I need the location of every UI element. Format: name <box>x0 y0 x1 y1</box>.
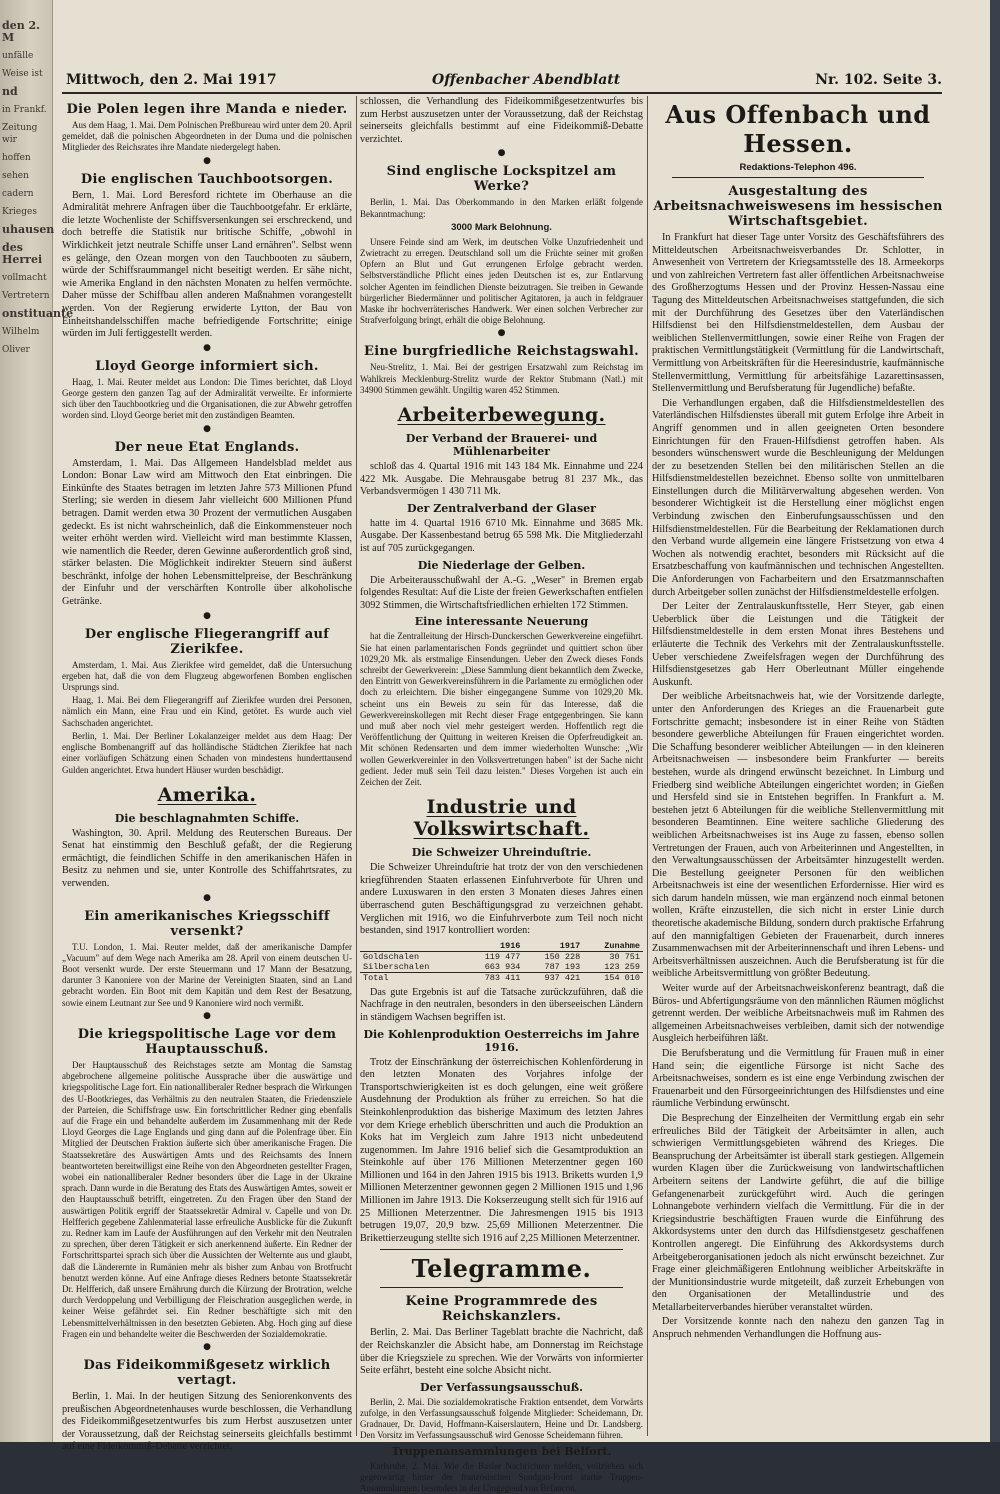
separator-dot: ● <box>497 328 506 339</box>
article-headline: Das Fideikommißgesetz wirklich vertagt. <box>83 1357 331 1388</box>
section-rule <box>380 1249 623 1250</box>
section-headline: Telegramme. <box>411 1254 592 1284</box>
article-body: Berlin, 2. Mai. Das Berliner Tageblatt brachte die Nachricht, daß der Reichskanzler die Absicht habe, am Donnerstag im Reichstage über die Kriegsziele zu sprechen. Wie der Vorwärts von informierter Seite erfährt, besteht eine solche Absicht nicht. <box>360 1327 643 1377</box>
column-divider <box>356 96 357 1436</box>
article-subheadline: Der Verfassungsausschuß. <box>420 1380 583 1394</box>
separator-dot: ● <box>203 1010 211 1021</box>
article-body: In Frankfurt hat dieser Tage unter Vorsitz des Geschäftsführers des Mitteldeutschen Arbeitsnachweisverbandes Dr. Schlotter, in Anwesenheit von Vertretern der Kriegsamtsstelle des 18. Armeekorps und von zahlreichen Vertretern fast aller öffentlichen Arbeitsnachweise des Großherzogtums Hessen und der Provinz Hessen-Nassau eine Tagung des Mitteldeutschen Arbeitsnachweises stattgefunden, die sich mit der Durchführung des Gesetzes über den Vaterländischen Hilfsdienst bei den Hilfsdienstmeldestellen, dem Ausbau der weiblichen Stellenvermittlungen, sowie einer Reihe von Fragen der praktischen Vermittlungstätigkeit (Vermittlung für die Landwirtschaft, Vermittlung von Arbeitskräften für die Heeresindustrie, kaufmännische Stellenvermittlung, Vermittlung für arbeitsfähige Lazarettinsassen, Stellenvermittlung und Berufsberatung für Jugendliche) befaßte. <box>652 232 944 395</box>
adjacent-page-edge <box>0 0 74 1442</box>
article-body: Bern, 1. Mai. Lord Beresford richtete im Oberhause an die Admiralität mehrere Anfragen über die Tauchbootgefahr. Er erklärte, die letzte Wochenliste der Schiffsversenkungen sei erschreckend, und doch betreffe die Statistik nur britische Schiffe, „obwohl in Wirklichkeit jetzt neutrale Schiffe unser Land ernähren". Selbst wenn es gelänge, den Ozean morgen von den Tauchbooten zu säubern, würde der Schiffsraummangel nicht beseitigt werden. Er sähe nicht, wie Amerika England in den nächsten Monaten zu helfen vermöchte. Daher müsse der Schiffbau allen anderen Maßnahmen vorangestellt werden. Von der Regierung erwiderte Lytton, der Bau von Einheitshandelsschiffen mache befriedigende Fortschritte; einige würden im Juli fertiggestellt werden. <box>62 189 352 340</box>
column-divider <box>647 96 648 1436</box>
table-header: 1917 <box>523 941 583 952</box>
article-body: Weiter wurde auf der Arbeitsnachweiskonferenz beantragt, daß die Büros- und Abfertigungsräume von den männlichen Räumen möglichst getrennt werden. Der weibliche Arbeitsnachweis muß im Rahmen des allgemeinen Arbeitsnachweises verbleiben, damit sich der notwendige Ausgleich herbeiführen läßt. <box>652 983 944 1045</box>
separator-dot: ● <box>203 892 211 903</box>
column-1 <box>62 96 352 1453</box>
article-body: Haag, 1. Mai. Bei dem Fliegerangriff auf Zierikfee wurden drei Personen, nämlich ein Mann, eine Frau und ein Kind, getötet. Es wurde auch viel Sachschaden angerichtet. <box>62 695 352 728</box>
article-body: Der Vorsitzende konnte nach den nahezu den ganzen Tag in Anspruch nehmenden Verhandlungen die Hoffnung aus- <box>652 1316 944 1341</box>
section-headline: Industrie und Volkswirtschaft. <box>413 796 590 841</box>
article-body: Haag, 1. Mai. Reuter meldet aus London: Die Times berichtet, daß Lloyd George gestern den ganzen Tag auf der Admiralität verweilte. Er informierte sich über den Tauchbootkrieg und die Organisationen, die zur Abwehr getroffen worden sind. Lloyd George beriet mit den zuständigen Beamten. <box>62 376 352 421</box>
article-headline: Ausgestaltung des Arbeitsnachweiswesens im hessischen Wirtschaftsgebiet. <box>653 184 943 229</box>
article-headline: Der englische Fliegerangriff auf Zierikfee. <box>84 626 330 657</box>
article-subheadline: Die Kohlenproduktion Oesterreichs im Jahre 1916. <box>363 1027 640 1054</box>
article-subheadline: Eine interessante Neuerung <box>414 615 589 629</box>
article-body: Die Verhandlungen ergaben, daß die Hilfsdienstmeldestellen des Vaterländischen Hilfsdienstes überall mit gutem Erfolge ihre Arbeit in Angriff genommen und in allen geeigneten Orten besondere Einrichtungen für den Frauen-Hilfsdienst getroffen haben. Als besonders wünschenswert wurde die Beschleunigung der Meldungen der zu besetzenden Stellen bei den militärischen Stellen an die Hilfsdienstmeldestellen bezeichnet. Ebenso sollte von unmittelbaren Einstellungen durch die Militärverwaltung abgesehen werden. Von besonderer Wichtigkeit ist die Herstellung einer möglichst engen Verbindung zwischen den Einberufungsausschüssen und den Hilfsdienstmeldestellen. Für die Bearbeitung der Reklamationen durch den Verband wurde allgemein eine längere Fristsetzung von etwa 4 Wochen als notwendig erachtet, besonders mit Rücksicht auf die Ersatzbeschaffung von kaufmännischen und technischen Angestellten. Die Anforderungen von Facharbeitern und den Ersatzmannschaften durch Arbeitgeber sollen zunächst der Hilfsdienstmeldestelle erfolgen. <box>652 397 944 598</box>
article-body: Berlin, 1. Mai. Der Berliner Lokalanzeiger meldet aus dem Haag: Der englische Bombenangriff auf das holländische Städtchen Zierikfee hat nach einer vorläufigen Schätzung einen Schaden von mindestens hunderttausend Gulden angerichtet. Etwa hundert Häuser wurden beschädigt. <box>62 730 352 775</box>
reward-notice: 3000 Mark Belohnung. <box>451 221 552 233</box>
adjacent-page-text: den 2. M unfälle Weise ist nd in Frankf. Zeitung wir hoffen sehen cadern Krieges uhausen des Herrei vollmacht Vertretern onstituante Wilhelm Oliver <box>2 19 74 355</box>
article-body: Unsere Feinde sind am Werk, im deutschen Volke Unzufriedenheit und Zwietracht zu erregen. Deutschland soll um die Früchte seiner mit großen Opfern an Blut und Gut errungenen Erfolge gebracht werden. Selbstverständliche Pflicht eines jeden Deutschen ist es, zur Entlarvung solcher Agenten im feindlichen Dienste beizutragen. Sie treiben in Gewande bürgerlicher Biedermänner und politischer Agitatoren, ja auch in feldgrauer Maske ihr hochverräterisches Handwerk. Wer einen solchen Verbrecher zur Strafverfolgung bringt, erhält die obige Belohnung. <box>360 236 643 326</box>
separator-dot: ● <box>203 423 211 434</box>
article-headline: Keine Programmrede des Reichskanzlers. <box>405 1294 598 1325</box>
article-headline: Sind englische Lockspitzel am Werke? <box>386 164 617 195</box>
article-headline: Die englischen Tauchbootsorgen. <box>80 171 334 187</box>
separator-dot: ● <box>203 1341 211 1352</box>
article-body: Amsterdam, 1. Mai. Aus Zierikfee wird gemeldet, daß die Untersuchung ergeben hat, daß die von dem Flugzeug abgeworfenen Bomben englischen Ursprungs sind. <box>62 659 352 693</box>
article-headline: Die kriegspolitische Lage vor dem Hauptausschuß. <box>77 1026 337 1057</box>
article-body: Die Berufsberatung und die Vermittlung für Frauen muß in einer Hand sein; die eigentliche Fürsorge ist nicht Sache des Arbeitsnachweises, sondern es ist eine enge Verbindung zwischen der Frauenarbeit und den Fürsorgeeinrichtungen des Hilfsdienstes und eine räumliche Verbindung erwünscht. <box>652 1048 944 1110</box>
article-headline: Lloyd George informiert sich. <box>95 358 319 374</box>
article-body: hat die Zentralleitung der Hirsch-Dunckerschen Gewerkvereine eingeführt. Sie hat einen parlamentarischen Fonds gegründet und quittiert schon über 1029,20 Mk. als erstmalige Einsendungen. Ueber den Zweck dieses Fonds schreibt der Gewerkverein: „Diese Sammlung dient bekanntlich dem Zwecke, den Eintritt von Gewerkvereinsführern in die Parlamente zu ermöglichen oder doch zu erleichtern. Die bisher eingegangene Summe von 1029,20 Mk. scheint uns ein Beweis zu sein für das Interesse, daß die Gewerkvereinskollegen mit Recht dieser Frage entgegenbringen. Sie kann und muß aber noch viel mehr gesteigert werden. Hoffentlich regt die Veröffentlichung der Quittung in weiteren Kreisen die Opferfreudigkeit an. Mit schönen Redensarten und dem immer wiederholten Wunsche: „Wir wollen Gewerkvereinler in den Volksvertretungen haben" ist der Sache nicht gedient. Jeder muß sein Teil dazu leisten." Dieses Vorgehen ist auch ein Zeichen der Zeit. <box>360 631 643 787</box>
article-body: Die Schweizer Uhreinduſtrie hat trotz der von den verschiedenen kriegführenden Staaten erlassenen Einfuhrverbote für Uhren und andere Luxuswaren in den ersten 3 Monaten dieses Jahres einen überraschend guten Beschäftigungsgrad zu verzeichnen gehabt. Verglichen mit 1916, wo die Einfuhrverbote zum Teil noch nicht bestanden, sind 1917 kontrolliert worden: <box>360 862 643 937</box>
article-body: Amsterdam, 1. Mai. Das Allgemeen Handelsblad meldet aus London: Bonar Law wird am Mittwoch den Etat einbringen. Die Einkünfte des Staates betragen im letzten Jahre 573 Millionen Pfund Sterling; sie werden in diesem Jahr vielleicht 600 Millionen Pfund betragen. Damit werden etwa 30 Prozent der vermutlichen Ausgaben gedeckt. Es ist nicht wahrscheinlich, daß die Einkommensteuer noch weiter erhöht werden wird. Vielleicht wird man bestimmte Klassen, wie namentlich die Reeder, deren Gewinne außerordentlich groß sind, stärker belasten. Die Möglichkeit indirekter Steuern sind äußerst beschränkt, infolge der hohen Lebensmittelpreise, der Beschränkung der Einfuhr und der verschärften Kontrolle über alkoholische Getränke. <box>62 457 352 608</box>
table-row: Silberschalen 663 934 787 193 123 259 <box>363 961 640 972</box>
article-subheadline: Truppenansammlungen bei Belfort. <box>391 1444 612 1458</box>
article-body: Karlsruhe, 2. Mai. Wie die Basler Nachrichten melden, vollziehen sich gegenwärtig hinter der französischen Sundgau-Front starke Truppen-Ansammlungen, besonders in der Umgegend von Befancon. <box>360 1460 643 1494</box>
section-rule <box>380 1287 623 1288</box>
article-subheadline: Der Verband der Brauerei- und Mühlenarbeiter <box>405 432 598 459</box>
section-headline: Aus Offenbach und Hessen. <box>665 100 931 158</box>
separator-dot: ● <box>203 610 211 621</box>
column-3 <box>652 96 944 1436</box>
newspaper-name: Offenbacher Abendblatt <box>432 72 621 88</box>
table-header <box>360 941 464 952</box>
column-2 <box>360 96 643 1494</box>
section-rule <box>672 177 924 178</box>
section-headline: Arbeiterbewegung. <box>397 404 606 427</box>
article-body: Aus dem Haag, 1. Mai. Dem Polnischen Preßbureau wird unter dem 20. April gemeldet, daß die polnischen Abgeordneten in der Duma und die polnischen Mitglieder des Reichsrates ihre Mandate niedergelegt haben. <box>62 120 352 153</box>
article-headline: Ein amerikanisches Kriegsschiff versenkt? <box>84 908 330 939</box>
issue-page-number: Nr. 102. Seite 3. <box>815 72 942 88</box>
article-subheadline: Die Schweizer Uhreinduſtrie. <box>411 846 592 860</box>
section-headline: Amerika. <box>157 783 257 806</box>
article-headline: Der neue Etat Englands. <box>114 439 300 455</box>
article-body: T.U. London, 1. Mai. Reuter meldet, daß der amerikanische Dampfer „Vacuum" auf dem Wege nach Amerika am 28. April von einem deutschen U-Boot versenkt wurde. Der erste Steuermann und 17 Mann der Besatzung, darunter 3 Kanoniere von der Marine der Vereinigten Staaten, sind an Land gebracht worden. Ein Boot mit dem Kapitän und dem Rest der Besatzung, sowie einem Leutnant zur See und 9 Kanoniere wird noch vermißt. <box>62 941 352 1008</box>
article-headline: Die Polen legen ihre Manda e nieder. <box>66 102 348 117</box>
article-body: Berlin, 1. Mai. In der heutigen Sitzung des Seniorenkonvents des preußischen Abgeordnetenhauses wurde beschlossen, die Verhandlung des Fideikommißgesetzentwurfes bis zum Herbst auszusetzen unter der Voraussetzung, daß der Reichstag seinerseits gleichfalls bestimmt auf eine Fideikommiß-Debatte verzichtet. <box>62 1390 352 1453</box>
article-body: Der weibliche Arbeitsnachweis hat, wie der Vorsitzende darlegte, unter den Anforderungen des Krieges an die Frauenarbeit gute Fortschritte gemacht; insbesondere ist in einer Reihe von Städten besondere gewerbliche Abteilungen für Frauen eingerichtet worden. Die Schaffung besonderer weiblicher Abteilungen — in den kleineren Arbeitsnachweisen — insbesondere beim Frankfurter — bereits bestehen, wurde als dringend erwünscht bezeichnet. In Limburg und Friedberg sind weibliche Abteilungen eingerichtet worden; in Gießen und Hersfeld sind sie in Entstehen begriffen. In Frankfurt a. M. bestehen jetzt 6 Abteilungen für die weibliche Stellenvermittlung mit besonderen Beamtinnen. Eine weitere sachliche Gliederung des weiblichen Arbeitsnachweises ist ins Auge zu fassen, ebenso sollen Vertretungen der Frauen, auch von Arbeiterinnen und Angestellten, in den Verwaltungsausschüssen der Arbeitsämter hinzugestellt werden. Die Bestellung geeigneter Personen für den weiblichen Arbeitsnachweis ist eine der wesentlichen Erfordernisse. Hier wird es sich darum handeln müssen, wie man ergänzend noch einmal betonen wollen, Kräfte einzustellen, die sich nicht in erster Linie durch theoretische akademische Bildung, sondern durch praktische Erfahrung auf den mannigfaltigen Gebieten der Frauenarbeit, durch inneres Zusammenwachsen mit der Arbeiterinnenschaft und ihren Lebens- und Arbeitsverhältnissen auszeichnen. Auch die Berufsberatung ist für die weibliche Arbeitsvermittlung von größter Bedeutung. <box>652 691 944 980</box>
article-body: Washington, 30. April. Meldung des Reuterschen Bureaus. Der Senat hat einstimmig den Beschluß gefaßt, der die Regierung ermächtigt, die feindlichen Schiffe in den amerikanischen Häfen in Besitz zu nehmen und sie, unter Kontrolle des Schiffahrtsrates, zu verwenden. <box>62 827 352 890</box>
article-body: Die Besprechung der Einzelheiten der Vermittlung ergab ein sehr erfreuliches Bild der Tätigkeit der Arbeitsämter in allen, auch schwierigen Vermittlungsgebieten während des Krieges. Die Beanspruchung der Arbeitsämter ist überall stark gestiegen. Allgemein wurden Klagen über die Zurückweisung von landwirtschaftlichen Arbeitern seitens der Landwirte geführt, die auf die billige Gefangenenarbeit zurückgeführt wird. Auch die geringen Lohnangebote verhindern vielfach die Vermittlung. Für die in der Kriegsindustrie beschäftigten Frauen wurde die Einführung des Akkordsystems unter den durch das Hilfsdienstgesetz geschaffenen Kontrollen angeregt. Die Einführung des Akkordsystems durch Arbeitgeberorganisationen jedoch als nicht erwünscht bezeichnet. Zur Frage einer gleichmäßigeren Entlohnung weiblicher Arbeitskräfte in der Munitionsindustrie wurde mitgeteilt, daß zurzeit Erhebungen von den Organisationen der Metallindustrie und des Metallarbeiterverbandes hierüber veranstaltet würden. <box>652 1112 944 1313</box>
article-body-continued: schlossen, die Verhandlung des Fideikommißgesetzentwurfes bis zum Herbst auszusetzen unter der Voraussetzung, daß der Reichstag seinerseits gleichfalls bestimmt auf eine Fideikommiß-Debatte verzichtet. <box>360 96 643 145</box>
article-subheadline: Die beschlagnahmten Schiffe. <box>114 811 300 825</box>
issue-date: Mittwoch, den 2. Mai 1917 <box>66 72 277 88</box>
separator-dot: ● <box>203 342 211 353</box>
scan-background <box>990 0 1000 1442</box>
article-body: Der Hauptausschuß des Reichstages setzte am Montag die Samstag abgebrochene allgemeine politische Aussprache über die auswärtige und kriegspolitische Lage fort. Ein nationalliberaler Redner besprach die Wirkungen des U-Bootkrieges, das Verhältnis zu den neutralen Staaten, die Friedensziele der Parteien, die Schiffsfrage usw. Ein fortschrittlicher Redner ging ebenfalls auf die Frage ein und behandelte außerdem im Zusammenhang mit der Rede Lloyd Georges die Lage Englands und ging dann auf die Polenfrage über. Ein Mitglied der Deutschen Fraktion äußerte sich über amerikanische Fragen. Die Staatssekretäre des Auswärtigen Amts und des Reichsamts des Innern beantworteten bereitwilligst eine Reihe von den Abgeordneten gestellter Fragen, wobei ein nationalliberaler Redner besonders über die Lage in der Ukraine sprach. Dann wurde in die Beratung des Etats des Auswärtigen Amtes, soweit er den Hauptausschuß betrifft, eingetreten. Zu den Fragen über den Stand der auswärtigen Politik ergriff der Staatssekretär Admiral v. Capelle und von Dr. Helfferich gegebene Zahlenmaterial lasse erfreuliche Ausblicke für die Zukunft zu. Redner kam im Laufe der Ausführungen auf den Verkehr mit den Neutralen zu sprechen, über deren Tätigkeit er sich anerkennend äußerte. Ein Redner der Fortschrittspartei sprach sich über die Aussichten der Welternte aus und glaubt, daß die Länderernte in Rumänien mehr als bisher zum Anbau von Brotfrucht benutzt werden könne. Auf eine Anfrage dieses Redners betonte Staatssekretär Dr. Helfferich, daß unsere Ernährung durch die Kürzung der Brotration, welche durch Verdoppelung und Verbilligung der Fleischration ausgeglichen werde, in keiner Weise gefährdet sei. Ein Redner beschäftigte sich mit den Lebensmittelverhältnissen in den besetzten Gebieten. Abg. Hoch ging auf diese Fragen ein und behandelte weiter die Beschwerden der Sozialdemokratie. <box>62 1059 352 1339</box>
table-row-total: Total 783 411 937 421 154 010 <box>360 972 643 983</box>
article-body: Die Arbeiterausschußwahl der A.-G. „Weser" in Bremen ergab folgendes Resultat: Auf die Liste der freien Gewerkschaften entfielen 3092 Stimmen, die Wirtschaftsfriedlichen erhielten 172 Stimmen. <box>360 574 643 611</box>
article-subheadline: Der Zentralverband der Glaser <box>407 501 596 515</box>
article-body: Berlin, 1. Mai. Das Oberkommando in den Marken erläßt folgende Bekanntmachung: <box>360 197 643 219</box>
article-body: Trotz der Einschränkung der österreichischen Kohlenförderung in den letzten Monaten des Vorjahres infolge der Transportschwierigkeiten ist es doch gelungen, eine weit größere Ausdehnung der Produktion als früher zu erreichen. So hat die Steinkohlenproduktion das bisherige Maximum des letzten Jahres vor dem Kriege erheblich überschritten und auch die Produktion an Koks hat im Vergleich zum Jahre 1913 nicht unbedeutend zugenommen. Im Jahre 1916 belief sich die Gesamtproduktion an Steinkohle auf über 176 Millionen Meterzentner gegen 160 Millionen und 164 in den Jahren 1915 bis 1913. Briketts wurden 1,9 Millionen Meterzentner gewonnen gegen 2 Millionen 1915 und 1,96 Millionen im Jahre 1913. Die Kokserzeugung stellt sich für 1916 auf 25 Millionen Meterzentner. Die Jahresmengen 1915 bis 1913 betrugen 19,07, 20,9 bzw. 25,69 Millionen Meterzentner. Die Brikettierzeugung stellte sich 1916 auf 2,25 Millionen Meterzentner. <box>360 1056 643 1244</box>
article-headline: Eine burgfriedliche Reichstagswahl. <box>364 344 639 360</box>
page-header <box>62 70 942 94</box>
table-row: Goldschalen 119 477 150 228 30 751 <box>363 951 640 962</box>
watch-export-table <box>360 941 643 983</box>
article-body: Neu-Strelitz, 1. Mai. Bei der gestrigen Ersatzwahl zum Reichstag im Wahlkreis Mecklenburg-Strelitz wurde der Rektor Stubmann (Natl.) mit 34900 Stimmen gewählt. Ungiltig waren 452 Stimmen. <box>360 362 643 395</box>
editorial-phone: Redaktions-Telephon 496. <box>739 162 857 173</box>
article-body: schloß das 4. Quartal 1916 mit 143 184 Mk. Einnahme und 224 422 Mk. Ausgabe. Die Mehrausgabe betrug 81 237 Mk., das Verbandsvermögen 1 430 711 Mk. <box>360 461 643 498</box>
separator-dot: ● <box>497 148 506 159</box>
article-body: Das gute Ergebnis ist auf die Tatsache zurückzuführen, daß die Nachfrage in den neutralen, besonders in den überseeischen Ländern in ständigem Wachsen begriffen ist. <box>360 986 643 1023</box>
article-subheadline: Die Niederlage der Gelben. <box>417 558 586 572</box>
table-header: Zunahme <box>583 941 643 952</box>
separator-dot: ● <box>203 155 211 166</box>
article-body: Berlin, 2. Mai. Die sozialdemokratische Fraktion entsendet, dem Vorwärts zufolge, in den Verfassungsausschuß folgende Mitglieder: Scheidemann, Dr. Gradnauer, Dr. David, Hoffmann-Kaiserslautern, Heine und Dr. Landsberg. Den Vorsitz im Verfassungsausschuß wird Genosse Scheidemann führen. <box>360 1396 643 1441</box>
article-body: Der Leiter der Zentralauskunftsstelle, Herr Steyer, gab einen Ueberblick über die Leistungen und die Tätigkeit der Hilfsdienstmeldestelle in dem ersten Monat ihres Bestehens und erläuterte die Technik des Verkehrs mit der Zentralauskunftsstelle. Ueber verschiedene Zweifelsfragen wegen der Durchführung des Hilfsdienstgesetzes gab Herr Oberleutnant Müller eingehende Auskunft. <box>652 601 944 688</box>
table-header: 1916 <box>464 941 524 952</box>
article-body: hatte im 4. Quartal 1916 6710 Mk. Einnahme und 3685 Mk. Ausgabe. Der Kassenbestand betrug 65 598 Mk. Die Mitgliederzahl ist auf 705 zurückgegangen. <box>360 517 643 554</box>
